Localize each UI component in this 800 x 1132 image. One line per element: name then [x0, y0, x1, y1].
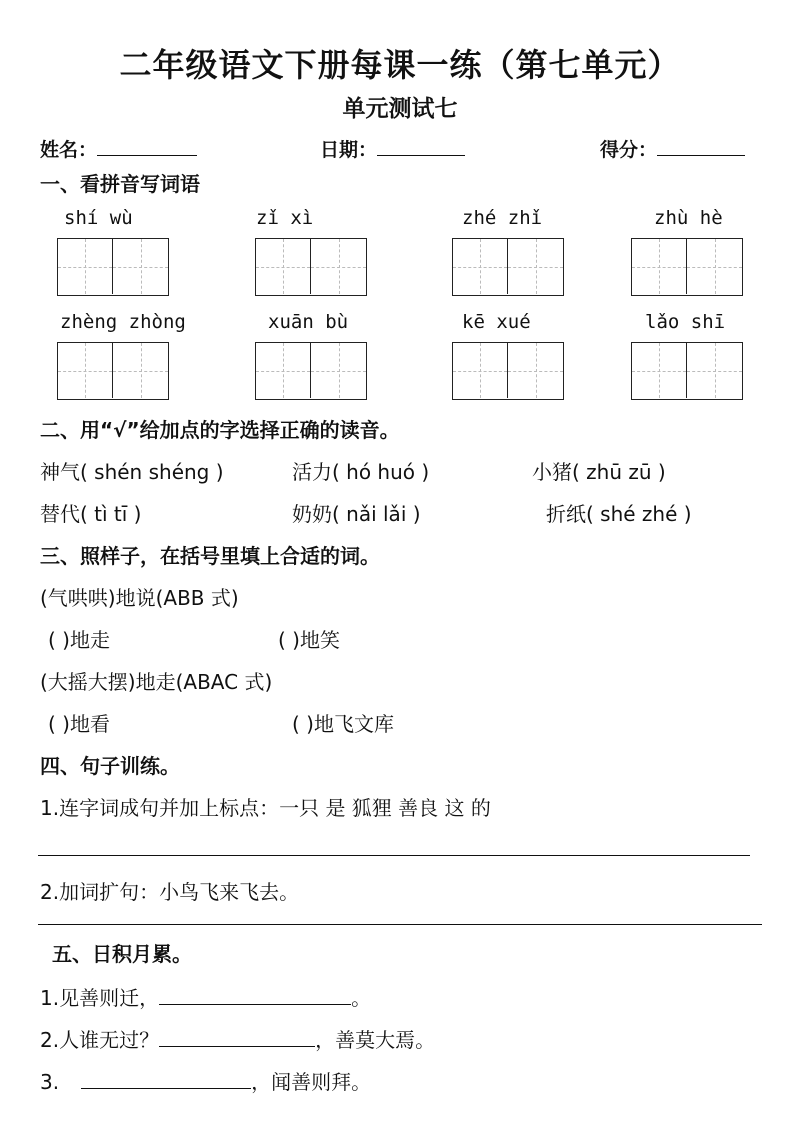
- writing-grid[interactable]: [631, 342, 743, 400]
- pinyin-label: lǎo shī: [645, 311, 726, 333]
- fill-blank[interactable]: ( )地看: [48, 712, 110, 736]
- writing-grid[interactable]: [57, 238, 169, 296]
- fill-blank[interactable]: ( )地走: [48, 628, 110, 652]
- pinyin-label: zhé zhǐ: [462, 207, 543, 229]
- section-4-title: 四、句子训练。: [40, 754, 180, 778]
- page-subtitle: 单元测试七: [342, 96, 458, 122]
- name-label: 姓名：: [40, 139, 98, 161]
- answer-line[interactable]: [38, 924, 762, 925]
- reading-choice[interactable]: 奶奶( nǎi lǎi ): [292, 502, 421, 526]
- pinyin-label: xuān bù: [268, 311, 349, 333]
- name-field[interactable]: [40, 135, 197, 162]
- pinyin-label: shí wù: [64, 207, 133, 229]
- section-3-title: 三、照样子，在括号里填上合适的词。: [40, 544, 380, 568]
- section-1-title: 一、看拼音写词语: [40, 172, 200, 196]
- pinyin-label: zǐ xì: [256, 207, 314, 229]
- fill-blank[interactable]: ( )地笑: [278, 628, 340, 652]
- writing-grid[interactable]: [631, 238, 743, 296]
- sentence-question: 1.连字词成句并加上标点：一只 是 狐狸 善良 这 的: [40, 796, 491, 820]
- writing-grid[interactable]: [452, 238, 564, 296]
- reading-choice[interactable]: 小猪( zhū zū ): [532, 460, 666, 484]
- idiom-prefix: 3.: [40, 1070, 60, 1094]
- section-2-title: 二、用“√”给加点的字选择正确的读音。: [40, 418, 400, 442]
- score-blank[interactable]: [657, 135, 745, 156]
- writing-grid[interactable]: [255, 342, 367, 400]
- writing-grid[interactable]: [57, 342, 169, 400]
- idiom-suffix: ，闻善则拜。: [251, 1070, 372, 1094]
- reading-choice[interactable]: 替代( tì tī ): [40, 502, 142, 526]
- date-field[interactable]: [320, 135, 465, 162]
- fill-blank[interactable]: ( )地飞文库: [292, 712, 394, 736]
- answer-blank[interactable]: [159, 982, 351, 1005]
- reading-choice[interactable]: 活力( hó huó ): [292, 460, 430, 484]
- idiom-prefix: 2.人谁无过？: [40, 1028, 160, 1052]
- section-5-title: 五、日积月累。: [52, 942, 192, 966]
- pinyin-label: zhù hè: [654, 207, 723, 229]
- date-blank[interactable]: [377, 135, 465, 156]
- idiom-suffix: ，善莫大焉。: [315, 1028, 436, 1052]
- score-label: 得分：: [600, 139, 658, 161]
- name-blank[interactable]: [97, 135, 197, 156]
- idiom-question: [40, 982, 371, 1011]
- example-text: (气哄哄)地说(ABB 式): [40, 586, 239, 610]
- writing-grid[interactable]: [255, 238, 367, 296]
- writing-grid[interactable]: [452, 342, 564, 400]
- date-label: 日期：: [320, 139, 378, 161]
- idiom-question: [40, 1066, 371, 1095]
- answer-blank[interactable]: [81, 1066, 251, 1089]
- idiom-prefix: 1.见善则迁，: [40, 986, 160, 1010]
- idiom-question: [40, 1024, 435, 1053]
- reading-choice[interactable]: 折纸( shé zhé ): [546, 502, 692, 526]
- answer-line[interactable]: [38, 855, 750, 856]
- answer-blank[interactable]: [159, 1024, 315, 1047]
- score-field[interactable]: [600, 135, 745, 162]
- reading-choice[interactable]: 神气( shén shéng ): [40, 460, 224, 484]
- page-title: 二年级语文下册每课一练（第七单元）: [119, 46, 681, 84]
- pinyin-label: zhèng zhòng: [60, 311, 186, 333]
- pinyin-label: kē xué: [462, 311, 531, 333]
- sentence-question: 2.加词扩句：小鸟飞来飞去。: [40, 880, 300, 904]
- idiom-suffix: 。: [351, 986, 372, 1010]
- example-text: (大摇大摆)地走(ABAC 式): [40, 670, 273, 694]
